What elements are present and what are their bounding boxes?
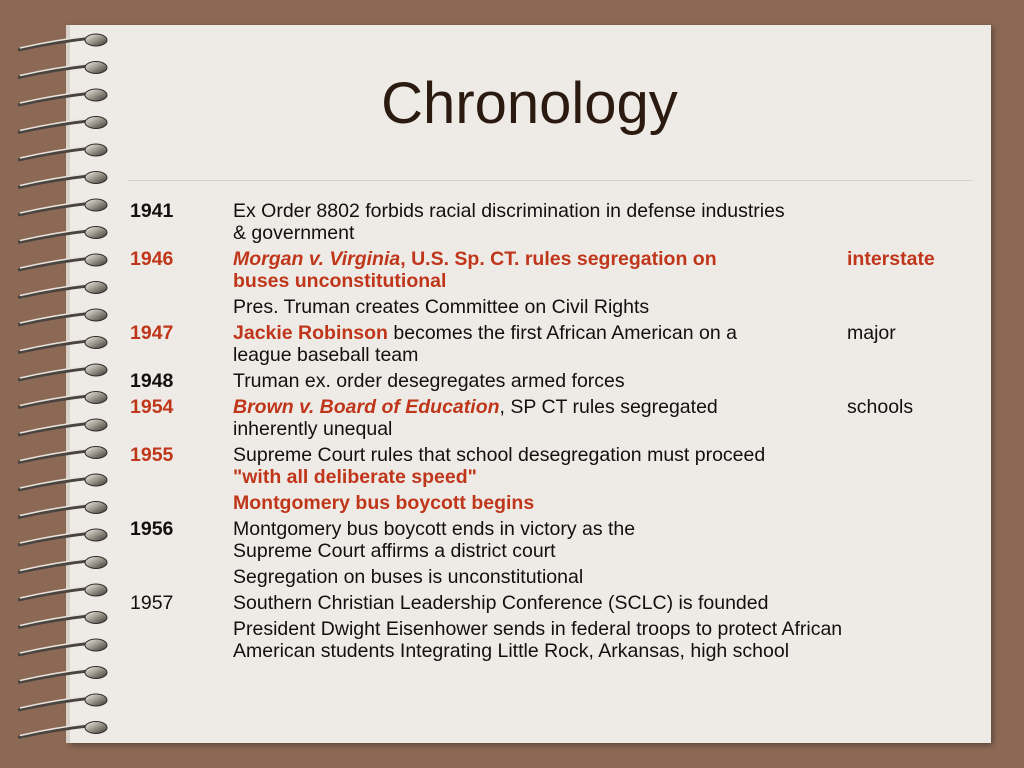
- spiral-ring: [85, 227, 107, 239]
- entry-line: Montgomery bus boycott ends in victory as the: [233, 518, 636, 540]
- spiral-ring: [85, 364, 107, 376]
- entry-text: [233, 618, 960, 662]
- spiral-ring: [85, 502, 107, 514]
- entry-1948: [130, 370, 960, 392]
- entry-line: buses unconstitutional: [233, 270, 447, 292]
- entry-line: Supreme Court affirms a district court: [233, 540, 556, 562]
- spiral-wire: [18, 423, 92, 435]
- entry-1947: [130, 322, 960, 366]
- entry-rest: becomes the first African American on a: [387, 322, 737, 344]
- entry-truman-committee: [130, 296, 960, 318]
- entry-year: 1948: [130, 370, 174, 392]
- spiral-ring: [85, 419, 107, 431]
- spiral-ring: [85, 667, 107, 679]
- spiral-ring: [85, 694, 107, 706]
- entry-text: [233, 200, 960, 244]
- entry-text: Southern Christian Leadership Conference (SCLC) is founded: [233, 592, 769, 614]
- entry-tail: schools: [847, 396, 914, 418]
- spiral-wire: [18, 231, 92, 243]
- chronology-list: [130, 200, 960, 666]
- spiral-ring: [85, 612, 107, 624]
- entry-line: American students Integrating Little Rock, Arkansas, high school: [233, 640, 790, 662]
- entry-text: [233, 322, 960, 366]
- entry-text: Montgomery bus boycott begins: [233, 492, 535, 514]
- spiral-wire: [18, 396, 92, 408]
- spiral-wire: [18, 451, 92, 463]
- entry-text: [233, 518, 960, 562]
- entry-year: 1946: [130, 248, 174, 270]
- spiral-wire: [18, 616, 92, 628]
- spiral-ring: [85, 254, 107, 266]
- entry-text: [233, 444, 960, 488]
- spiral-ring: [85, 722, 107, 734]
- spiral-wire: [18, 506, 92, 518]
- entry-year: 1955: [130, 444, 174, 466]
- spiral-ring: [85, 199, 107, 211]
- entry-year: 1947: [130, 322, 174, 344]
- entry-year: 1957: [130, 592, 174, 614]
- spiral-ring: [85, 529, 107, 541]
- entry-rest: , SP CT rules segregated: [499, 396, 718, 418]
- entry-year: 1954: [130, 396, 174, 418]
- spiral-wire: [18, 148, 92, 160]
- entry-line: & government: [233, 222, 355, 244]
- entry-1946: [130, 248, 960, 292]
- spiral-ring: [85, 557, 107, 569]
- spiral-wire: [18, 533, 92, 545]
- entry-quote: "with all deliberate speed": [233, 466, 477, 488]
- entry-eisenhower: [130, 618, 960, 662]
- spiral-wire: [18, 368, 92, 380]
- entry-line: Supreme Court rules that school desegregation must proceed: [233, 444, 766, 466]
- entry-boycott-begins: [130, 492, 960, 514]
- entry-line: President Dwight Eisenhower sends in federal troops to protect African: [233, 618, 843, 640]
- title-divider: [128, 180, 973, 181]
- spiral-ring: [85, 144, 107, 156]
- case-name: Brown v. Board of Education: [233, 396, 500, 418]
- spiral-wire: [18, 588, 92, 600]
- entry-line: inherently unequal: [233, 418, 393, 440]
- entry-line: Ex Order 8802 forbids racial discrimination in defense industries: [233, 200, 785, 222]
- spiral-ring: [85, 309, 107, 321]
- spiral-wire: [18, 38, 92, 50]
- spiral-ring: [85, 447, 107, 459]
- spiral-wire: [18, 698, 92, 710]
- spiral-wire: [18, 258, 92, 270]
- entry-year: 1941: [130, 200, 174, 222]
- entry-rest: , U.S. Sp. CT. rules segregation on: [400, 248, 717, 270]
- entry-1954: [130, 396, 960, 440]
- entry-1955: [130, 444, 960, 488]
- spiral-wire: [18, 726, 92, 738]
- entry-tail: interstate: [847, 248, 935, 270]
- spiral-wire: [18, 671, 92, 683]
- spiral-ring: [85, 474, 107, 486]
- entry-1956: [130, 518, 960, 562]
- spiral-wire: [18, 341, 92, 353]
- entry-line: league baseball team: [233, 344, 419, 366]
- person-name: Jackie Robinson: [233, 322, 388, 344]
- spiral-wire: [18, 561, 92, 573]
- entry-1957: [130, 592, 960, 614]
- spiral-ring: [85, 584, 107, 596]
- spiral-ring: [85, 34, 107, 46]
- spiral-wire: [18, 478, 92, 490]
- spiral-wire: [18, 313, 92, 325]
- case-name: Morgan v. Virginia: [233, 248, 401, 270]
- spiral-wire: [18, 203, 92, 215]
- spiral-ring: [85, 639, 107, 651]
- slide-title: Chronology: [381, 71, 678, 136]
- entry-text: Pres. Truman creates Committee on Civil Rights: [233, 296, 650, 318]
- entry-year: 1956: [130, 518, 174, 540]
- entry-text: Truman ex. order desegregates armed forces: [233, 370, 625, 392]
- entry-text: [233, 248, 960, 292]
- spiral-ring: [85, 172, 107, 184]
- entry-text: Segregation on buses is unconstitutional: [233, 566, 584, 588]
- spiral-ring: [85, 337, 107, 349]
- spiral-ring: [85, 282, 107, 294]
- entry-bus-segregation: [130, 566, 960, 588]
- entry-tail: major: [847, 322, 896, 344]
- spiral-wire: [18, 286, 92, 298]
- spiral-ring: [85, 392, 107, 404]
- spiral-wire: [18, 176, 92, 188]
- entry-1941: [130, 200, 960, 244]
- entry-text: [233, 396, 960, 440]
- spiral-wire: [18, 643, 92, 655]
